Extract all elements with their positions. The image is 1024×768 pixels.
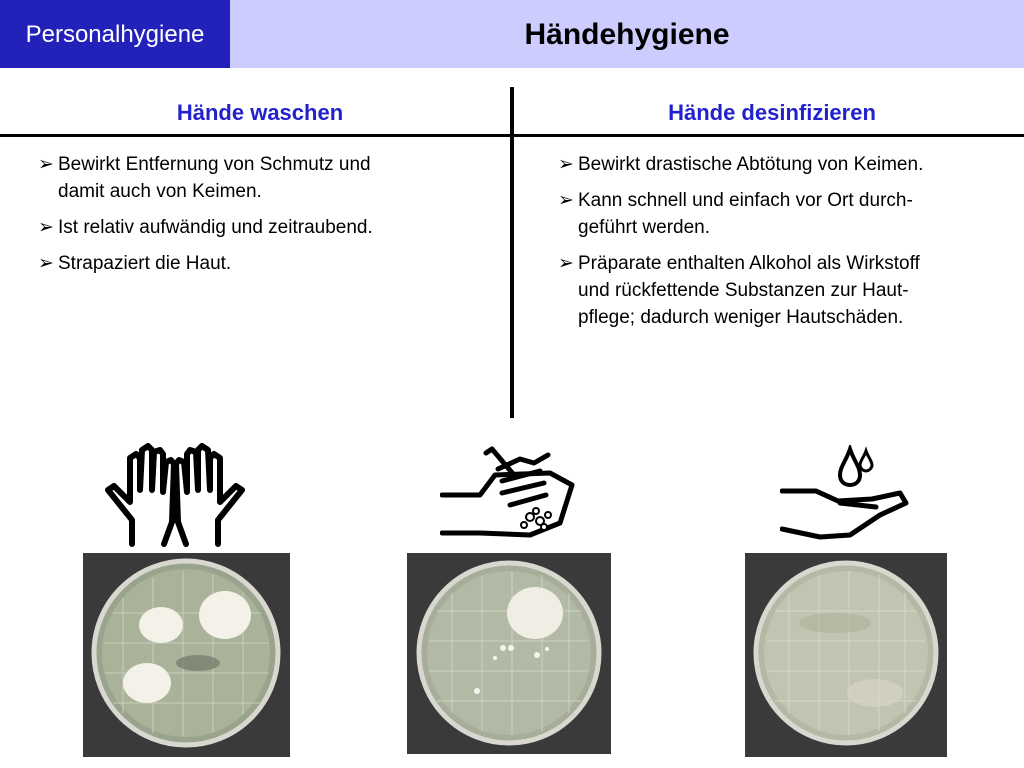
list-item: ➢ Strapaziert die Haut. [38, 250, 498, 277]
bullet-arrow-icon: ➢ [38, 217, 54, 238]
bullet-arrow-icon: ➢ [38, 253, 54, 274]
petri-dish-photo-disinfection [745, 553, 947, 757]
list-item: ➢ Ist relativ aufwändig und zeitraubend. [38, 214, 498, 241]
vertical-divider [510, 87, 514, 418]
bullet-arrow-icon: ➢ [38, 154, 54, 175]
left-bullet-list [38, 151, 498, 286]
section-label: Personalhygiene [0, 0, 230, 68]
right-bullet-list [558, 151, 1018, 340]
petri-dish-photo-after-washing [407, 553, 611, 754]
list-item: ➢ Kann schnell und einfach vor Ort durch- geführt werden. [558, 187, 1018, 241]
list-item: ➢ Bewirkt drastische Abtötung von Keimen. [558, 151, 1018, 178]
left-column-heading: Hände waschen [176, 100, 344, 125]
open-hands-icon [100, 440, 250, 548]
bullet-arrow-icon: ➢ [558, 190, 574, 211]
list-item: ➢ Präparate enthalten Alkohol als Wirkstoff und rückfettende Substanzen zur Haut- pflege; dadurch weniger Hautschäden. [558, 250, 1018, 331]
petri-dish-photo-washing [83, 553, 290, 757]
bullet-arrow-icon: ➢ [558, 253, 574, 274]
list-item: ➢ Bewirkt Entfernung von Schmutz und damit auch von Keimen. [38, 151, 498, 205]
hand-disinfection-icon [780, 445, 910, 543]
bullet-arrow-icon: ➢ [558, 154, 574, 175]
hand-washing-icon [440, 445, 580, 543]
right-column-heading: Hände desinfizieren [668, 100, 876, 125]
slide-title: Händehygiene [524, 18, 730, 51]
